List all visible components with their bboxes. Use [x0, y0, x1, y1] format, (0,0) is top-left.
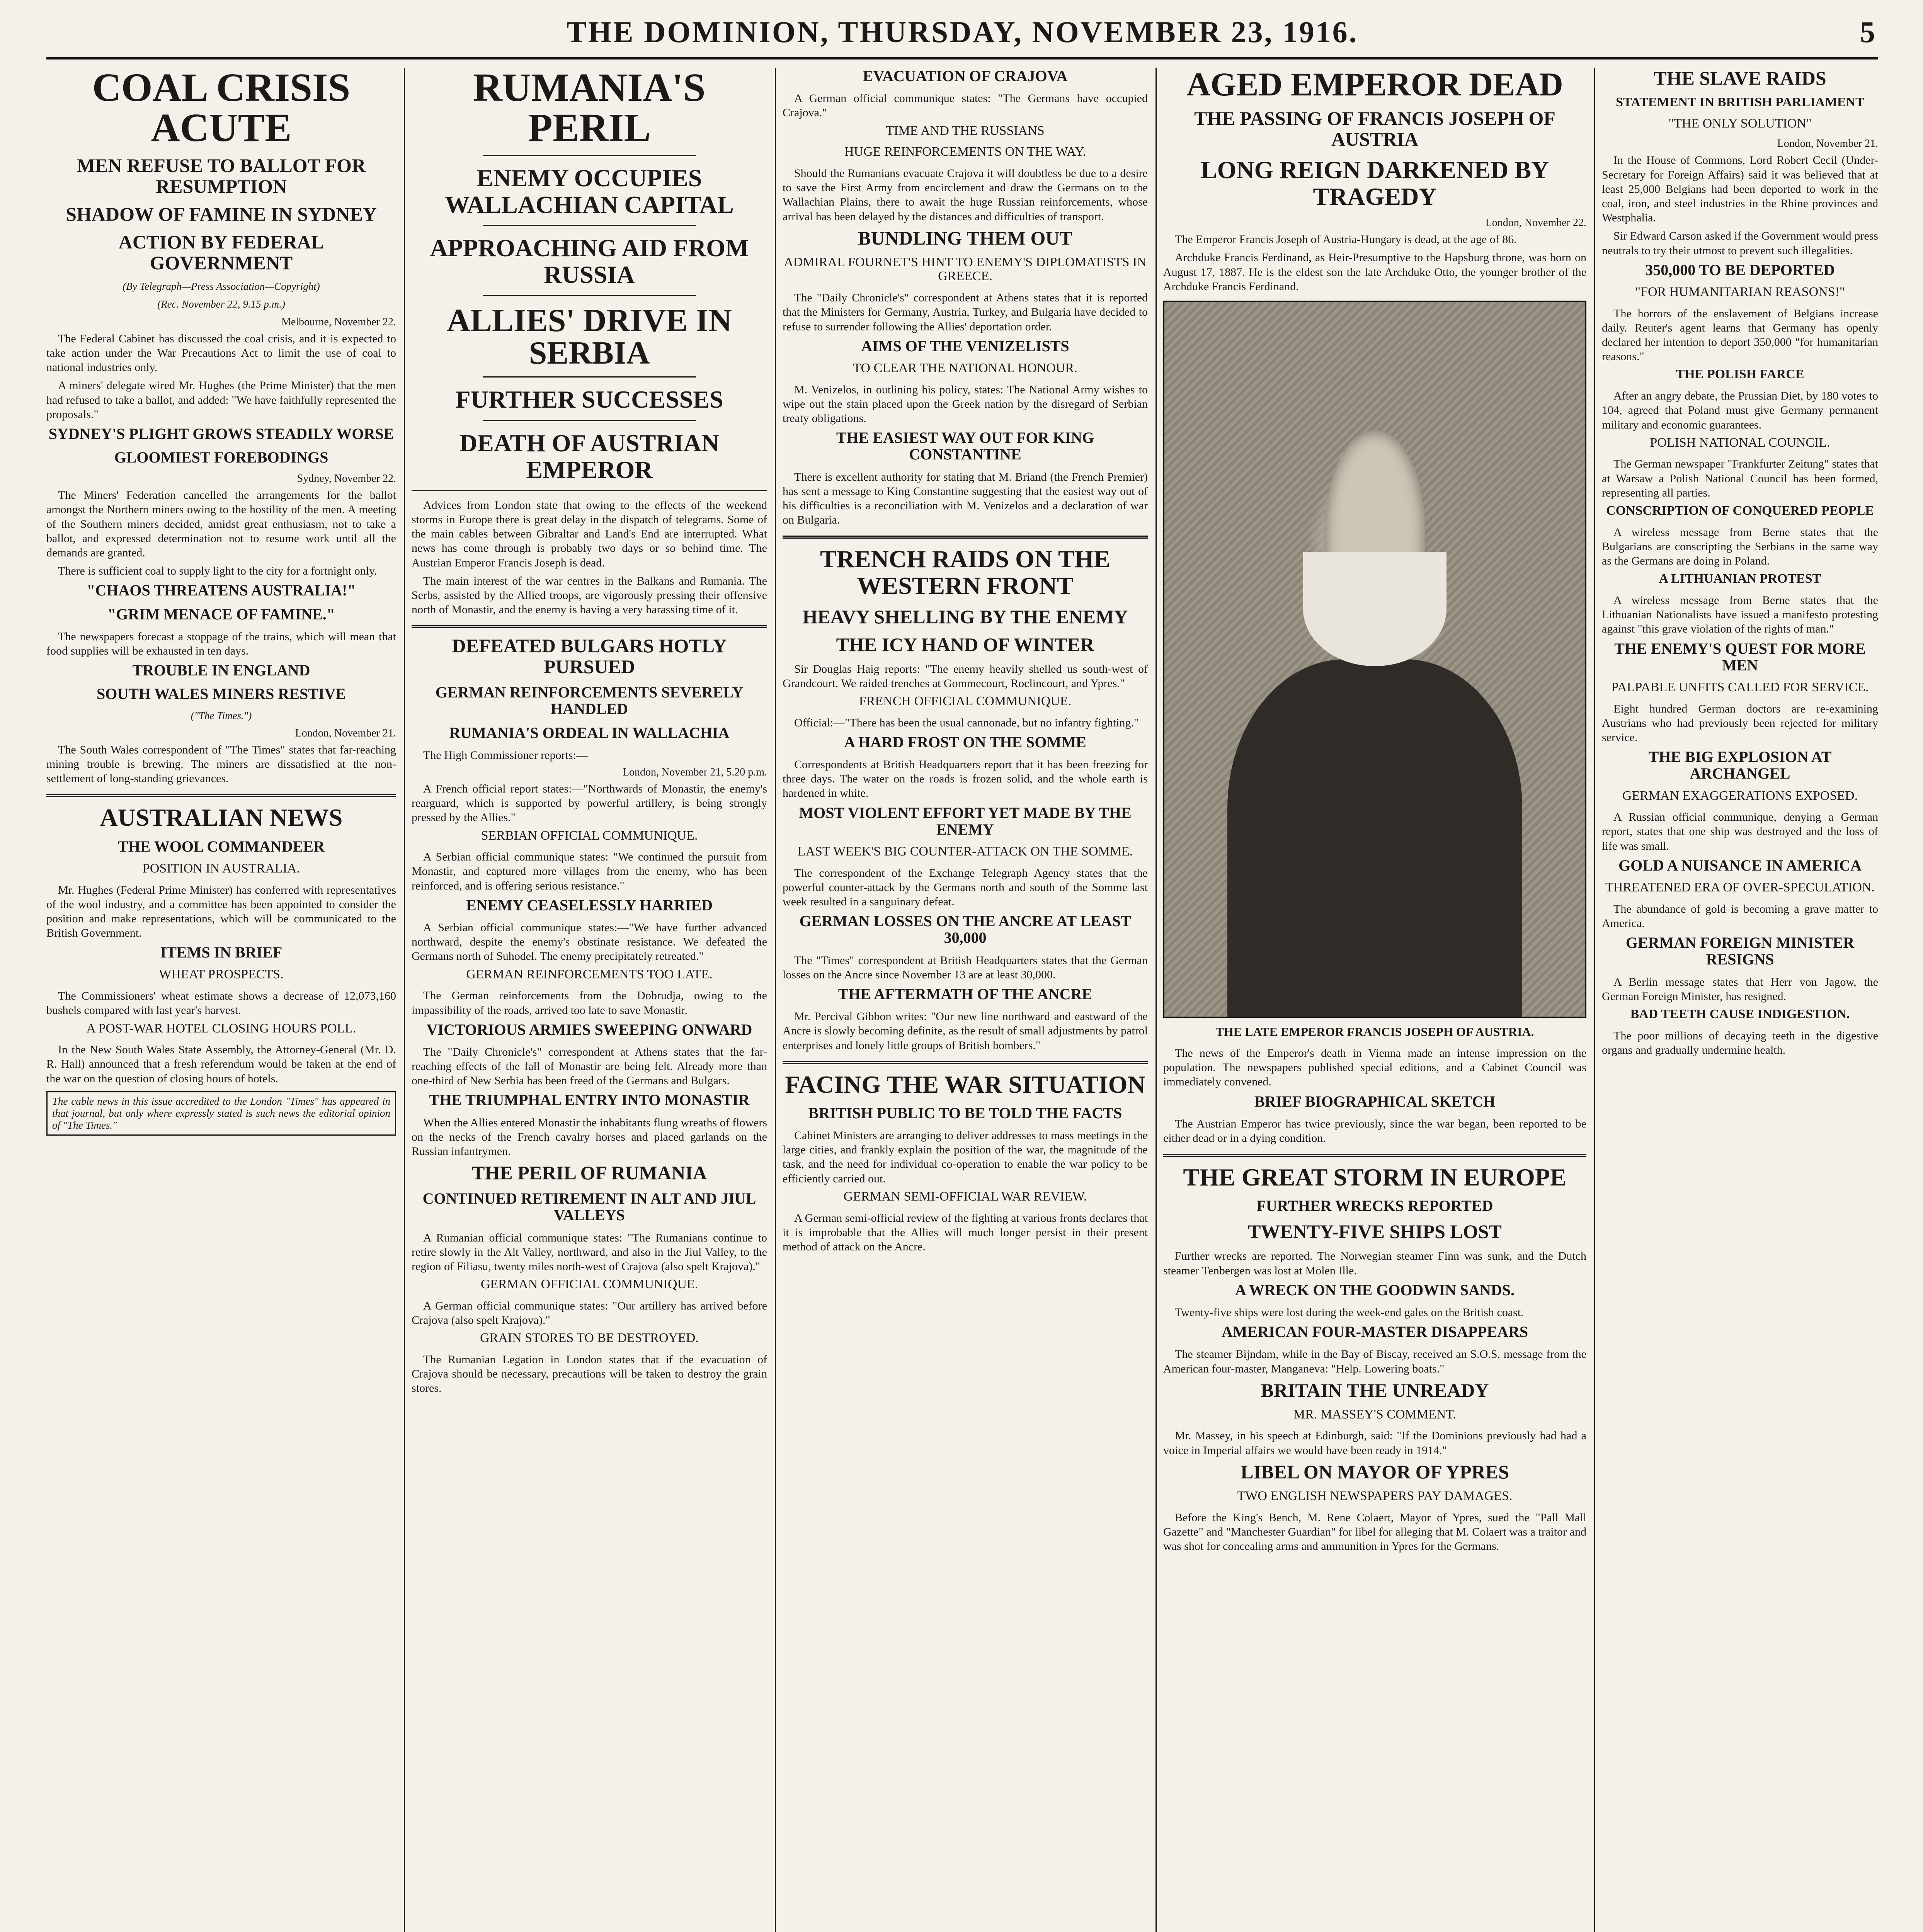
- paragraph: Before the King's Bench, M. Rene Colaert, Mayor of Ypres, sued the "Pall Mall Gazette" and "Manchester Guardian" for libel for alleging that M. Colaert was a traitor and was shot for concealing arms and ammunition in Ypres for the Germans.: [1163, 1511, 1586, 1553]
- subhead: FURTHER WRECKS REPORTED: [1256, 1197, 1493, 1215]
- paragraph: The "Daily Chronicle's" correspondent at Athens states that the far-reaching effects of the fall of Monastir are being felt. Already more than one-third of New Serbia has been freed of the Germans and Bulgars.: [412, 1045, 767, 1087]
- subhead: AMERICAN FOUR-MASTER DISAPPEARS: [1221, 1323, 1528, 1341]
- subhead: ADMIRAL FOURNET'S HINT TO ENEMY'S DIPLOMATISTS IN GREECE.: [784, 255, 1147, 284]
- paragraph: A wireless message from Berne states that the Lithuanian Nationalists have issued a manifesto protesting against "this grave violation of the rights of man.": [1602, 594, 1878, 636]
- subhead: CONTINUED RETIREMENT IN ALT AND JIUL VALLEYS: [422, 1190, 756, 1224]
- separator: [46, 794, 396, 797]
- paragraph: A Serbian official communique states: "We continued the pursuit from Monastir, and captured more villages from the enemy, who has been reinforced, and is offering serious resistance.": [412, 850, 767, 892]
- headline: THE SLAVE RAIDS: [1654, 68, 1826, 89]
- subhead: THE TRIUMPHAL ENTRY INTO MONASTIR: [429, 1091, 750, 1109]
- paragraph: The main interest of the war centres in the Balkans and Rumania. The Serbs, assisted by the Allied troops, are vigorously pressing their offensive north of Monastir, and the enemy is having a very harassing time of it.: [412, 574, 767, 616]
- paragraph: The horrors of the enslavement of Belgians increase daily. Reuter's agent learns that Germany has openly declared her intention to deport 350,000 "for humanitarian reasons.": [1602, 307, 1878, 363]
- paragraph: The Commissioners' wheat estimate shows a decrease of 12,073,160 bushels compared with last year's harvest.: [46, 990, 396, 1017]
- paragraph: A Serbian official communique states:—"We have further advanced northward, despite the enemy's obstinate resistance. We defeated the Germans north of Suhodel. The enemy precipitately retreated.": [412, 921, 767, 963]
- paragraph: When the Allies entered Monastir the inhabitants flung wreaths of flowers on the necks of the French cavalry horses and placed garlands on the Russian infantrymen.: [412, 1116, 767, 1158]
- subhead: STATEMENT IN BRITISH PARLIAMENT: [1616, 95, 1864, 109]
- column-coal-crisis: [46, 68, 396, 1932]
- subhead: "CHAOS THREATENS AUSTRALIA!": [87, 582, 356, 599]
- subhead: THREATENED ERA OF OVER-SPECULATION.: [1605, 880, 1875, 895]
- subhead: MR. MASSEY'S COMMENT.: [1293, 1407, 1457, 1422]
- column-rule: [404, 68, 405, 1932]
- paragraph: Twenty-five ships were lost during the week-end gales on the British coast.: [1175, 1306, 1524, 1319]
- dateline: London, November 21.: [295, 727, 396, 739]
- paragraph: Sir Douglas Haig reports: "The enemy heavily shelled us south-west of Grandcourt. We raided trenches at Gommecourt, Roclincourt, and Ypres.": [783, 662, 1148, 690]
- paragraph: Correspondents at British Headquarters report that it has been freezing for three days. The water on the roads is frozen solid, and the whole earth is hardened in white.: [783, 758, 1148, 800]
- subhead: THE BIG EXPLOSION AT ARCHANGEL: [1648, 748, 1832, 782]
- paragraph: Mr. Percival Gibbon writes: "Our new line northward and eastward of the Ancre is slowly becoming definite, as the result of small adjustments by patrol enterprises and lonely little groups of British bombers.": [783, 1010, 1148, 1052]
- paragraph: A Berlin message states that Herr von Jagow, the German Foreign Minister, has resigned.: [1602, 975, 1878, 1003]
- subhead: THE POLISH FARCE: [1676, 367, 1804, 382]
- masthead: [46, 11, 1878, 60]
- subhead: GERMAN SEMI-OFFICIAL WAR REVIEW.: [843, 1189, 1087, 1204]
- subhead: TROUBLE IN ENGLAND: [132, 662, 310, 679]
- subhead: LONG REIGN DARKENED BY TRAGEDY: [1200, 156, 1549, 211]
- headline: FACING THE WAR SITUATION: [785, 1070, 1145, 1098]
- separator: [483, 225, 696, 226]
- subhead: GERMAN EXAGGERATIONS EXPOSED.: [1622, 788, 1858, 803]
- subhead: ENEMY OCCUPIES WALLACHIAN CAPITAL: [445, 164, 734, 219]
- paragraph: Cabinet Ministers are arranging to deliver addresses to mass meetings in the large cities, and frankly explain the position of the war, the magnitude of the task, and the need for individual co-operation to enable the war policy to be efficiently carried out.: [783, 1129, 1148, 1185]
- subhead: ITEMS IN BRIEF: [160, 944, 282, 961]
- portrait-coat: [1227, 659, 1522, 1018]
- received-line: (Rec. November 22, 9.15 p.m.): [157, 298, 285, 310]
- subhead: "FOR HUMANITARIAN REASONS!": [1635, 284, 1845, 299]
- paragraph: A German semi-official review of the fighting at various fronts declares that it is improbable that the Allies will much longer persist in their present method of attack on the Ancre.: [783, 1211, 1148, 1253]
- subhead: SHADOW OF FAMINE IN SYDNEY: [66, 203, 377, 225]
- paragraph: M. Venizelos, in outlining his policy, states: The National Army wishes to wipe out the stain placed upon the Greek nation by the disregard of Serbian treaty obligations.: [783, 383, 1148, 425]
- headline: RUMANIA'S PERIL: [473, 68, 706, 150]
- subhead: POSITION IN AUSTRALIA.: [142, 861, 300, 876]
- photo-caption: THE LATE EMPEROR FRANCIS JOSEPH OF AUSTRIA.: [1215, 1024, 1534, 1039]
- paragraph: A wireless message from Berne states that the Bulgarians are conscripting the Serbians in the same way as the Germans are doing in Poland.: [1602, 526, 1878, 568]
- paragraph: In the New South Wales State Assembly, the Attorney-General (Mr. D. R. Hall) announced that a fresh referendum would be taken at the end of the war on the question of closing hours of hotels.: [46, 1043, 396, 1085]
- subhead: TIME AND THE RUSSIANS: [886, 123, 1045, 138]
- column-rule: [1156, 68, 1157, 1932]
- subhead: THE PERIL OF RUMANIA: [472, 1162, 707, 1184]
- subhead: SOUTH WALES MINERS RESTIVE: [96, 685, 346, 703]
- paragraph: In the House of Commons, Lord Robert Cecil (Under-Secretary for Foreign Affairs) said it was believed that at least 25,000 Belgians had been deported to work in the coal, iron, and steel industries in the Rhine provinces and Westphalia.: [1602, 154, 1878, 224]
- headline: ALLIES' DRIVE IN SERBIA: [447, 303, 732, 371]
- paragraph: The Miners' Federation cancelled the arrangements for the ballot amongst the Northern miners owing to the hostility of the men. A meeting of the Southern miners decided, amidst great enthusiasm, not to take a ballot, and expressed determination not to resume work until all the demands are granted.: [46, 489, 396, 560]
- paragraph: The Emperor Francis Joseph of Austria-Hungary is dead, at the age of 86.: [1175, 233, 1517, 246]
- separator: [483, 420, 696, 421]
- subhead: CONSCRIPTION OF CONQUERED PEOPLE: [1606, 503, 1874, 518]
- paragraph: The correspondent of the Exchange Telegraph Agency states that the powerful counter-attack by the Germans north and south of the Somme last week resulted in a sanguinary defeat.: [783, 866, 1148, 908]
- paragraph: A French official report states:—"Northwards of Monastir, the enemy's rearguard, which is supported by powerful artillery, is being strongly pressed by the Allies.": [412, 782, 767, 824]
- headline: THE GREAT STORM IN EUROPE: [1183, 1163, 1567, 1191]
- paragraph: Eight hundred German doctors are re-examining Austrians who had previously been rejected for military service.: [1602, 702, 1878, 744]
- headline: COAL CRISIS ACUTE: [92, 68, 351, 150]
- subhead: GERMAN FOREIGN MINISTER RESIGNS: [1625, 934, 1855, 968]
- subhead: HUGE REINFORCEMENTS ON THE WAY.: [844, 145, 1086, 159]
- subhead: THE EASIEST WAY OUT FOR KING CONSTANTINE: [836, 429, 1094, 463]
- masthead-title: THE DOMINION, THURSDAY, NOVEMBER 23, 1916.: [566, 15, 1358, 49]
- subhead: DEATH OF AUSTRIAN EMPEROR: [459, 429, 720, 483]
- paragraph: The Austrian Emperor has twice previously, since the war began, been reported to be either dead or in a dying condition.: [1163, 1117, 1586, 1145]
- dateline: Melbourne, November 22.: [281, 316, 396, 328]
- subhead: PALPABLE UNFITS CALLED FOR SERVICE.: [1611, 680, 1869, 694]
- headline: AUSTRALIAN NEWS: [100, 804, 343, 832]
- subhead: FRENCH OFFICIAL COMMUNIQUE.: [859, 694, 1072, 708]
- subhead: A LITHUANIAN PROTEST: [1659, 571, 1821, 586]
- subhead: TWO ENGLISH NEWSPAPERS PAY DAMAGES.: [1237, 1488, 1513, 1503]
- paragraph: There is sufficient coal to supply light to the city for a fortnight only.: [58, 565, 377, 578]
- separator: [412, 625, 767, 628]
- subhead: FURTHER SUCCESSES: [455, 386, 723, 413]
- paragraph: Sir Edward Carson asked if the Government would press neutrals to try their utmost to prevent such illegalities.: [1602, 230, 1878, 257]
- subhead: GRAIN STORES TO BE DESTROYED.: [480, 1331, 699, 1345]
- separator: [783, 1061, 1148, 1064]
- subhead: 350,000 TO BE DEPORTED: [1645, 261, 1835, 279]
- column-rumania: [412, 68, 767, 1932]
- paragraph: A German official communique states: "Our artillery has arrived before Crajova (also spelt Krajova).": [412, 1299, 767, 1327]
- subhead: WHEAT PROSPECTS.: [159, 967, 284, 982]
- subhead: GERMAN REINFORCEMENTS SEVERELY HANDLED: [435, 684, 744, 718]
- subhead: ACTION BY FEDERAL GOVERNMENT: [118, 231, 324, 274]
- paragraph: After an angry debate, the Prussian Diet, by 180 votes to 104, agreed that Poland must give Germany permanent military and economic guarantees.: [1602, 389, 1878, 431]
- paragraph: Mr. Massey, in his speech at Edinburgh, said: "If the Dominions previously had had a voice in Imperial affairs we would have been ready in 1914.": [1163, 1429, 1586, 1457]
- subhead: "THE ONLY SOLUTION": [1668, 116, 1812, 131]
- paragraph: The High Commissioner reports:—: [423, 748, 588, 762]
- subhead: GLOOMIEST FOREBODINGS: [114, 449, 328, 466]
- paragraph: There is excellent authority for stating that M. Briand (the French Premier) has sent a message to King Constantine suggesting that the easiest way out of his difficulties is a reconciliation with M. Venizelos and a declaration of war on Bulgaria.: [783, 470, 1148, 527]
- subhead: GERMAN REINFORCEMENTS TOO LATE.: [466, 967, 713, 981]
- subhead: GOLD A NUISANCE IN AMERICA: [1618, 856, 1862, 874]
- dateline: London, November 21, 5.20 p.m.: [622, 766, 767, 779]
- paragraph: A miners' delegate wired Mr. Hughes (the Prime Minister) that the men had refused to take a ballot, and added: "We have faithfully represented the proposals.": [46, 379, 396, 421]
- subhead: BUNDLING THEM OUT: [858, 227, 1072, 249]
- paragraph: The poor millions of decaying teeth in the digestive organs and gradually undermine health.: [1602, 1029, 1878, 1056]
- paragraph: Should the Rumanians evacuate Crajova it will doubtless be due to a desire to save the First Army from encirclement and draw the Germans on to the Wallachian Plains, there to await the huge Russian reinforcements, whose arrival has been delayed by the distances and difficulties of transport.: [783, 167, 1148, 223]
- subhead: POLISH NATIONAL COUNCIL.: [1650, 435, 1830, 450]
- paragraph: A Russian official communique, denying a German report, states that one ship was destroyed and the loss of life was small.: [1602, 811, 1878, 852]
- subhead: BRIEF BIOGRAPHICAL SKETCH: [1254, 1092, 1496, 1110]
- subhead: THE ICY HAND OF WINTER: [836, 633, 1094, 655]
- paragraph: The steamer Bijndam, while in the Bay of Biscay, received an S.O.S. message from the American four-master, Manganeva: "Help. Lowering boats.": [1163, 1348, 1586, 1375]
- subhead: BAD TEETH CAUSE INDIGESTION.: [1630, 1007, 1850, 1021]
- paragraph: A Rumanian official communique states: "The Rumanians continue to retire slowly in the Alt Valley, northward, and also in the Jiul Valley, to the region of Filiasu, twenty miles north-west of Crajova (also spelt Krajova).": [412, 1231, 767, 1273]
- subhead: DEFEATED BULGARS HOTLY PURSUED: [452, 635, 727, 678]
- paragraph: Mr. Hughes (Federal Prime Minister) has conferred with representatives of the wool industry, and a committee has been appointed to consider the position and make representations, which will be communicated to the British Government.: [46, 883, 396, 940]
- subhead: HEAVY SHELLING BY THE ENEMY: [802, 605, 1128, 628]
- subhead: APPROACHING AID FROM RUSSIA: [430, 234, 749, 289]
- subhead: THE WOOL COMMANDEER: [118, 837, 325, 855]
- paragraph: Archduke Francis Ferdinand, as Heir-Presumptive to the Hapsburg throne, was born on August 17, 1887. He is the eldest son the late Archduke Otto, the younger brother of the Archduke Francis Ferdinand.: [1163, 251, 1586, 293]
- subhead: SYDNEY'S PLIGHT GROWS STEADILY WORSE: [48, 425, 394, 442]
- separator: [412, 490, 767, 491]
- subhead: A POST-WAR HOTEL CLOSING HOURS POLL.: [86, 1021, 356, 1036]
- paragraph: Official:—"There has been the usual cannonade, but no infantry fighting.": [794, 716, 1139, 729]
- subhead: ENEMY CEASELESSLY HARRIED: [466, 896, 713, 914]
- paragraph: The abundance of gold is becoming a grave matter to America.: [1602, 902, 1878, 930]
- separator: [783, 536, 1148, 539]
- subhead: LIBEL ON MAYOR OF YPRES: [1241, 1461, 1509, 1483]
- subhead: EVACUATION OF CRAJOVA: [863, 68, 1068, 85]
- emperor-portrait-image: [1163, 301, 1586, 1018]
- column-rule: [775, 68, 776, 1932]
- subhead: BRITISH PUBLIC TO BE TOLD THE FACTS: [808, 1104, 1122, 1122]
- subhead: "GRIM MENACE OF FAMINE.": [107, 605, 335, 623]
- subhead: AIMS OF THE VENIZELISTS: [861, 337, 1069, 355]
- subhead: MOST VIOLENT EFFORT YET MADE BY THE ENEMY: [799, 804, 1132, 838]
- paragraph: The news of the Emperor's death in Vienna made an intense impression on the population. The newspapers published special editions, and a Cabinet Council was immediately convened.: [1163, 1046, 1586, 1088]
- separator: [1163, 1154, 1586, 1157]
- subhead: BRITAIN THE UNREADY: [1261, 1379, 1489, 1401]
- paragraph: The German newspaper "Frankfurter Zeitung" states that at Warsaw a Polish National Council has been formed, representing all parties.: [1602, 457, 1878, 499]
- page-number: 5: [1860, 15, 1875, 49]
- separator: [483, 155, 696, 156]
- dateline: London, November 22.: [1485, 217, 1586, 229]
- column-emperor: [1163, 68, 1586, 1932]
- dateline: London, November 21.: [1777, 138, 1878, 150]
- subhead: THE ENEMY'S QUEST FOR MORE MEN: [1614, 639, 1866, 674]
- subhead: LAST WEEK'S BIG COUNTER-ATTACK ON THE SOMME.: [797, 844, 1133, 859]
- subhead: THE PASSING OF FRANCIS JOSEPH OF AUSTRIA: [1194, 107, 1555, 150]
- subhead: GERMAN LOSSES ON THE ANCRE AT LEAST 30,000: [799, 912, 1131, 947]
- subhead: GERMAN OFFICIAL COMMUNIQUE.: [480, 1277, 698, 1292]
- paragraph: The German reinforcements from the Dobrudja, owing to the impassibility of the roads, arrived too late to save Monastir.: [412, 989, 767, 1017]
- subhead: VICTORIOUS ARMIES SWEEPING ONWARD: [426, 1020, 752, 1038]
- column-war-news: [783, 68, 1148, 1932]
- subhead: SERBIAN OFFICIAL COMMUNIQUE.: [481, 828, 698, 843]
- subhead: THE AFTERMATH OF THE ANCRE: [838, 985, 1093, 1003]
- editorial-note: The cable news in this issue accredited to the London "Times" has appeared in that journal, but only where expressly stated is such news the editorial opinion of "The Times.": [46, 1091, 396, 1136]
- subhead: TO CLEAR THE NATIONAL HONOUR.: [853, 361, 1077, 375]
- paragraph: The Rumanian Legation in London states that if the evacuation of Crajova should be necessary, precautions will be taken to destroy the grain stores.: [412, 1353, 767, 1395]
- separator: [483, 376, 696, 378]
- subhead: TWENTY-FIVE SHIPS LOST: [1248, 1221, 1502, 1243]
- paragraph: The Federal Cabinet has discussed the coal crisis, and it is expected to take action under the War Precautions Act to limit the use of coal to national industries only.: [46, 332, 396, 374]
- paragraph: The "Daily Chronicle's" correspondent at Athens states that it is reported that the Ministers for Germany, Austria, Turkey, and Bulgaria have decided to refuse to surrender following the Allies' deportation order.: [783, 291, 1148, 333]
- headline: TRENCH RAIDS ON THE WESTERN FRONT: [820, 545, 1110, 600]
- column-rule: [1594, 68, 1595, 1932]
- paragraph: Advices from London state that owing to the effects of the weekend storms in Europe there is great delay in the dispatch of telegrams. Some of the main cables between Gibraltar and Land's End are interrupted. What news has come through is probably two days or so behind time. The Austrian Emperor Francis Joseph is dead.: [412, 498, 767, 569]
- paragraph: Further wrecks are reported. The Norwegian steamer Finn was sunk, and the Dutch steamer Tenbergen was lost at Molen Ille.: [1163, 1250, 1586, 1277]
- subhead: MEN REFUSE TO BALLOT FOR RESUMPTION: [77, 155, 366, 197]
- headline: AGED EMPEROR DEAD: [1186, 68, 1563, 103]
- subhead: A WRECK ON THE GOODWIN SANDS.: [1235, 1281, 1515, 1299]
- subhead: RUMANIA'S ORDEAL IN WALLACHIA: [449, 724, 730, 742]
- paragraph: A German official communique states: "The Germans have occupied Crajova.": [783, 92, 1148, 119]
- credit-line: (By Telegraph—Press Association—Copyright): [123, 281, 320, 292]
- subhead: A HARD FROST ON THE SOMME: [844, 733, 1086, 751]
- column-slave-raids: [1602, 68, 1878, 1932]
- paragraph: The newspapers forecast a stoppage of the trains, which will mean that food supplies will be exhausted in ten days.: [46, 630, 396, 657]
- portrait-beard: [1303, 552, 1446, 666]
- dateline: Sydney, November 22.: [297, 473, 396, 485]
- paragraph: The South Wales correspondent of "The Times" states that far-reaching mining trouble is brewing. The miners are dissatisfied at the non-settlement of long-standing grievances.: [46, 743, 396, 785]
- credit-line: ("The Times."): [191, 709, 252, 721]
- paragraph: The "Times" correspondent at British Headquarters states that the German losses on the Ancre since November 13 are at least 30,000.: [783, 954, 1148, 981]
- separator: [483, 295, 696, 296]
